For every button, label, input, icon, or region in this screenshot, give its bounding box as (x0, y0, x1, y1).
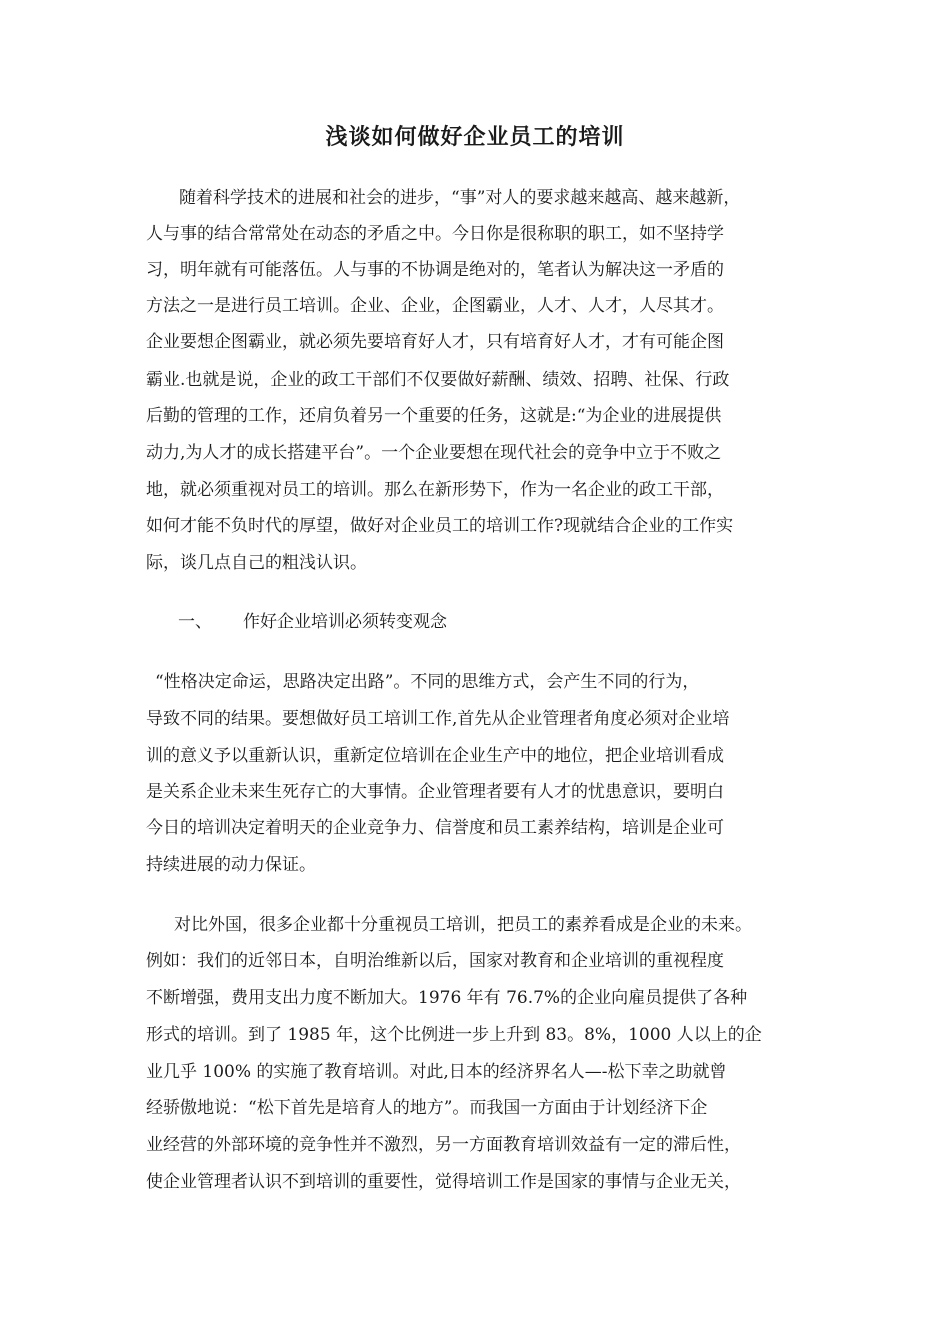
document-title: 浅谈如何做好企业员工的培训 (325, 124, 625, 150)
paragraph-line: 今日的培训决定着明天的企业竞争力、信誉度和员工素养结构，培训是企业可 (146, 818, 724, 838)
paragraph-line: 方法之一是进行员工培训。企业、企业，企图霸业，人才、人才，人尽其才。 (146, 296, 724, 316)
paragraph-line: 后勤的管理的工作，还肩负着另一个重要的任务，这就是:“为企业的进展提供 (146, 406, 722, 426)
paragraph-line: 使企业管理者认识不到培训的重要性，觉得培训工作是国家的事情与企业无关， (146, 1172, 741, 1192)
paragraph-line: 不断增强，费用支出力度不断加大。1976 年有 76.7%的企业向雇员提供了各种 (146, 988, 748, 1008)
paragraph-line: “性格决定命运，思路决定出路”。不同的思维方式，会产生不同的行为， (155, 672, 700, 692)
paragraph-line: 是关系企业未来生死存亡的大事情。企业管理者要有人才的忧患意识，要明白 (146, 782, 724, 802)
paragraph-line: 持续进展的动力保证。 (146, 855, 316, 875)
section-heading: 作好企业培训必须转变观念 (243, 612, 447, 632)
paragraph-line: 动力,为人才的成长搭建平台”。一个企业要想在现代社会的竞争中立于不败之 (146, 443, 722, 463)
paragraph-line: 形式的培训。到了 1985 年，这个比例进一步上升到 83。8%，1000 人以上的企 (146, 1025, 762, 1045)
paragraph-line: 如何才能不负时代的厚望，做好对企业员工的培训工作?现就结合企业的工作实 (146, 516, 734, 536)
paragraph-line: 对比外国，很多企业都十分重视员工培训，把员工的素养看成是企业的未来。 (174, 915, 752, 935)
paragraph-line: 业经营的外部环境的竞争性并不激烈，另一方面教育培训效益有一定的滞后性， (146, 1135, 741, 1155)
paragraph-line: 随着科学技术的进展和社会的进步，“事”对人的要求越来越高、越来越新， (179, 188, 741, 208)
paragraph-line: 经骄傲地说：“松下首先是培育人的地方”。而我国一方面由于计划经济下企 (146, 1098, 708, 1118)
paragraph-line: 业几乎 100% 的实施了教育培训。对此,日本的经济界名人—-松下幸之助就曾 (146, 1062, 727, 1082)
paragraph-line: 导致不同的结果。要想做好员工培训工作,首先从企业管理者角度必须对企业培 (146, 709, 730, 729)
paragraph-line: 训的意义予以重新认识，重新定位培训在企业生产中的地位，把企业培训看成 (146, 746, 724, 766)
paragraph-line: 霸业.也就是说，企业的政工干部们不仅要做好薪酬、绩效、招聘、社保、行政 (146, 370, 730, 390)
paragraph-line: 企业要想企图霸业，就必须先要培育好人才，只有培育好人才，才有可能企图 (146, 332, 724, 352)
paragraph-line: 际，谈几点自己的粗浅认识。 (146, 553, 367, 573)
paragraph-line: 例如：我们的近邻日本，自明治维新以后，国家对教育和企业培训的重视程度 (146, 951, 724, 971)
paragraph-line: 地，就必须重视对员工的培训。那么在新形势下，作为一名企业的政工干部， (146, 480, 724, 500)
paragraph-line: 习，明年就有可能落伍。人与事的不协调是绝对的，笔者认为解决这一矛盾的 (146, 260, 724, 280)
section-number: 一、 (178, 612, 212, 632)
paragraph-line: 人与事的结合常常处在动态的矛盾之中。今日你是很称职的职工，如不坚持学 (146, 224, 724, 244)
